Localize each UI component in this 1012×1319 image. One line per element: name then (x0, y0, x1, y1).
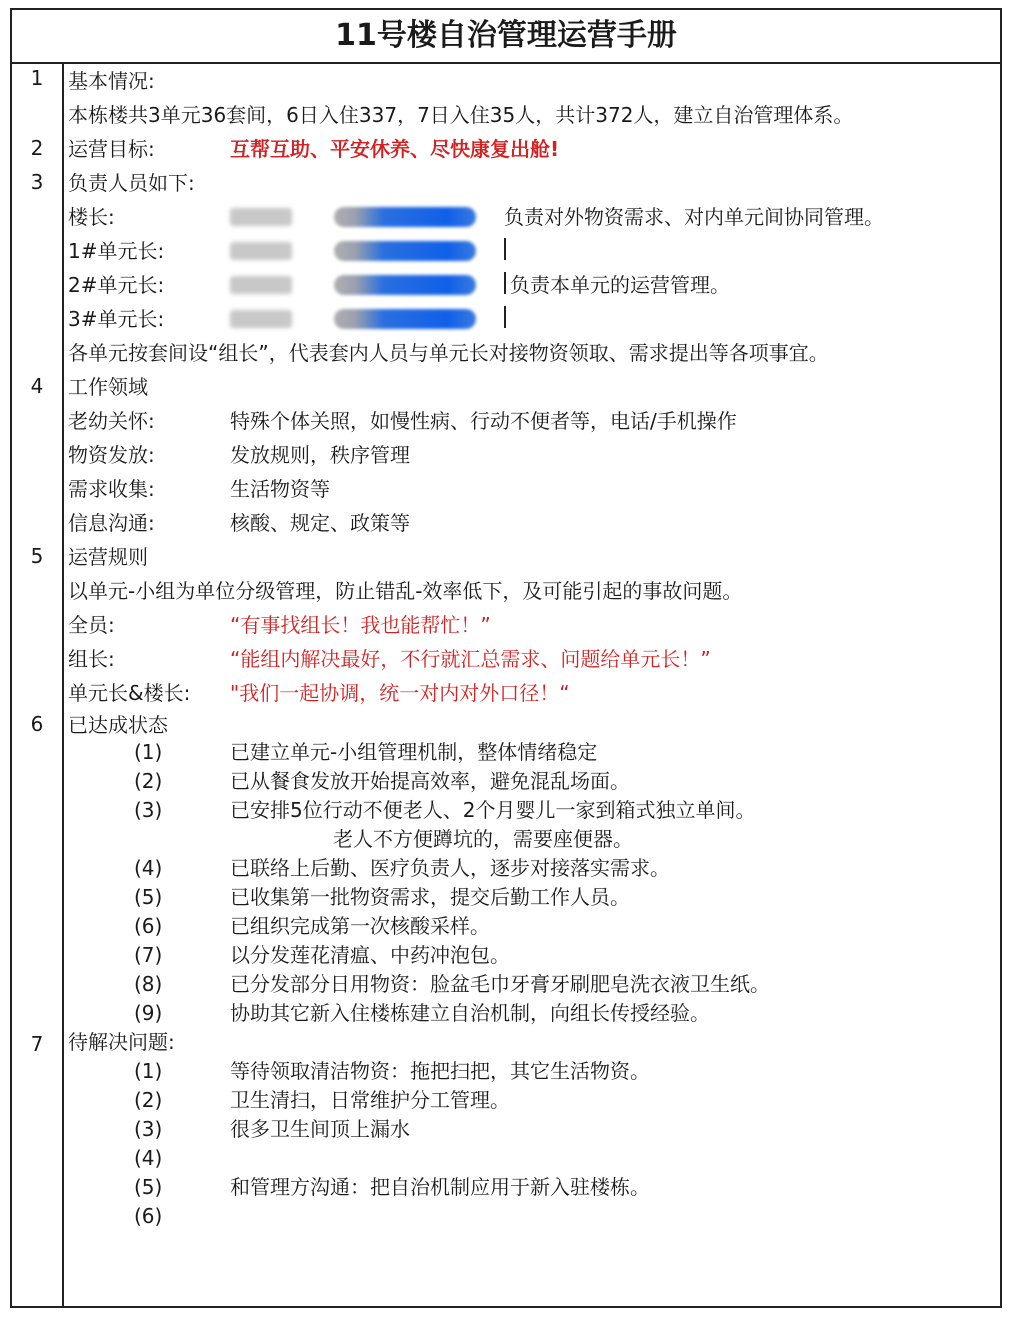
item-number: (4) (134, 856, 163, 880)
work-area-row (68, 472, 994, 506)
section-4-heading: 工作领域 (68, 375, 148, 399)
item-number: (6) (134, 1204, 163, 1228)
item-text: 协助其它新入住楼栋建立自治机制，向组长传授经验。 (230, 1001, 710, 1025)
pending-item (68, 1115, 994, 1144)
achieved-item (68, 796, 994, 825)
pending-item (68, 1057, 994, 1086)
rule-row (68, 676, 994, 710)
area-value: 核酸、规定、政策等 (230, 511, 410, 535)
redacted-phone (334, 234, 476, 271)
bracket-line (504, 306, 506, 328)
rule-row (68, 642, 994, 676)
item-text: 已建立单元-小组管理机制，整体情绪稳定 (230, 740, 598, 764)
item-number: (2) (134, 769, 163, 793)
item-number: (2) (134, 1088, 163, 1112)
section-1-text: 本栋楼共3单元36套间，6日入住337，7日入住35人，共计372人，建立自治管理体系。 (68, 103, 854, 127)
section-number-5: 5 (30, 544, 44, 568)
role-duty: 负责对外物资需求、对内单元间协同管理。 (504, 205, 884, 229)
item-number: (6) (134, 914, 163, 938)
item-number: (8) (134, 972, 163, 996)
area-value: 特殊个体关照，如慢性病、行动不便者等，电话/手机操作 (230, 409, 737, 433)
rule-quote: "我们一起协调，统一对内对外口径！“ (230, 681, 570, 705)
area-value: 发放规则，秩序管理 (230, 443, 410, 467)
item-number: (3) (134, 798, 163, 822)
section-3-heading: 负责人员如下: (68, 171, 195, 195)
work-area-row (68, 404, 994, 438)
pending-item (68, 1144, 994, 1173)
item-text: 已安排5位行动不便老人、2个月婴儿一家到箱式独立单间。 (230, 798, 756, 822)
bracket-line (504, 238, 506, 260)
redacted-phone (334, 302, 476, 339)
number-column (12, 64, 64, 1306)
goal-label: 运营目标: (68, 137, 155, 161)
area-label: 老幼关怀: (68, 409, 155, 433)
redacted-name (230, 302, 292, 338)
section-number-1: 1 (30, 66, 44, 90)
item-text: 已组织完成第一次核酸采样。 (230, 914, 490, 938)
rule-label: 组长: (68, 647, 115, 671)
role-label: 3#单元长: (68, 307, 165, 331)
redacted-name (230, 234, 292, 270)
achieved-item (68, 854, 994, 883)
rule-row (68, 608, 994, 642)
achieved-item (68, 767, 994, 796)
item-text: 已联络上后勤、医疗负责人，逐步对接落实需求。 (230, 856, 670, 880)
rule-quote: “有事找组长！我也能帮忙！” (230, 613, 491, 637)
section-number-6: 6 (30, 712, 44, 736)
area-label: 物资发放: (68, 443, 155, 467)
item-number: (1) (134, 1059, 163, 1083)
item-text: 老人不方便蹲坑的，需要座便器。 (333, 827, 633, 851)
item-number: (5) (134, 1175, 163, 1199)
redacted-name (230, 200, 292, 236)
section-1-heading: 基本情况: (68, 69, 155, 93)
item-number: (5) (134, 885, 163, 909)
role-label: 1#单元长: (68, 239, 165, 263)
item-number: (3) (134, 1117, 163, 1141)
achieved-item (68, 825, 994, 854)
unit-1-head-row (68, 234, 994, 268)
achieved-item (68, 941, 994, 970)
section-number-2: 2 (30, 136, 44, 160)
section-number-4: 4 (30, 374, 44, 398)
pending-item (68, 1202, 994, 1231)
section-number-3: 3 (30, 170, 44, 194)
achieved-item (68, 970, 994, 999)
section-5-text: 以单元-小组为单位分级管理，防止错乱-效率低下，及可能引起的事故问题。 (68, 579, 743, 603)
area-label: 信息沟通: (68, 511, 155, 535)
section-2-row (68, 132, 994, 166)
item-text: 和管理方沟通：把自治机制应用于新入驻楼栋。 (230, 1175, 650, 1199)
rule-quote: “能组内解决最好，不行就汇总需求、问题给单元长！” (230, 647, 711, 671)
item-text: 等待领取清洁物资：拖把扫把，其它生活物资。 (230, 1059, 650, 1083)
section-3-note: 各单元按套间设“组长”，代表套内人员与单元长对接物资领取、需求提出等各项事宜。 (68, 341, 829, 365)
building-head-row (68, 200, 994, 234)
item-number: (1) (134, 740, 163, 764)
work-area-row (68, 506, 994, 540)
page-title: 11号楼自治管理运营手册 (12, 10, 1000, 64)
role-duty: 负责本单元的运营管理。 (510, 273, 730, 297)
rule-label: 单元长&楼长: (68, 681, 191, 705)
role-label: 2#单元长: (68, 273, 165, 297)
goal-text: 互帮互助、平安休养、尽快康复出舱! (230, 137, 560, 161)
item-number: (4) (134, 1146, 163, 1170)
area-label: 需求收集: (68, 477, 155, 501)
achieved-item (68, 738, 994, 767)
section-7-heading: 待解决问题: (68, 1030, 175, 1054)
section-number-7: 7 (30, 1032, 44, 1056)
item-number: (7) (134, 943, 163, 967)
achieved-item (68, 912, 994, 941)
section-5-heading: 运营规则 (68, 545, 148, 569)
pending-item (68, 1086, 994, 1115)
item-text: 卫生清扫，日常维护分工管理。 (230, 1088, 510, 1112)
role-label: 楼长: (68, 205, 115, 229)
unit-2-head-row (68, 268, 994, 302)
achieved-item (68, 883, 994, 912)
redacted-phone (334, 200, 476, 237)
redacted-name (230, 268, 292, 304)
rule-label: 全员: (68, 613, 115, 637)
item-text: 以分发莲花清瘟、中药冲泡包。 (230, 943, 510, 967)
item-text: 已从餐食发放开始提高效率，避免混乱场面。 (230, 769, 630, 793)
item-text: 已收集第一批物资需求，提交后勤工作人员。 (230, 885, 630, 909)
manual-sheet (10, 8, 1002, 1308)
bracket-line (504, 272, 506, 294)
section-6-heading: 已达成状态 (68, 713, 168, 737)
work-area-row (68, 438, 994, 472)
area-value: 生活物资等 (230, 477, 330, 501)
item-text: 很多卫生间顶上漏水 (230, 1117, 410, 1141)
pending-item (68, 1173, 994, 1202)
unit-3-head-row (68, 302, 994, 336)
redacted-phone (334, 268, 476, 305)
item-number: (9) (134, 1001, 163, 1025)
achieved-item (68, 999, 994, 1028)
item-text: 已分发部分日用物资：脸盆毛巾牙膏牙刷肥皂洗衣液卫生纸。 (230, 972, 770, 996)
